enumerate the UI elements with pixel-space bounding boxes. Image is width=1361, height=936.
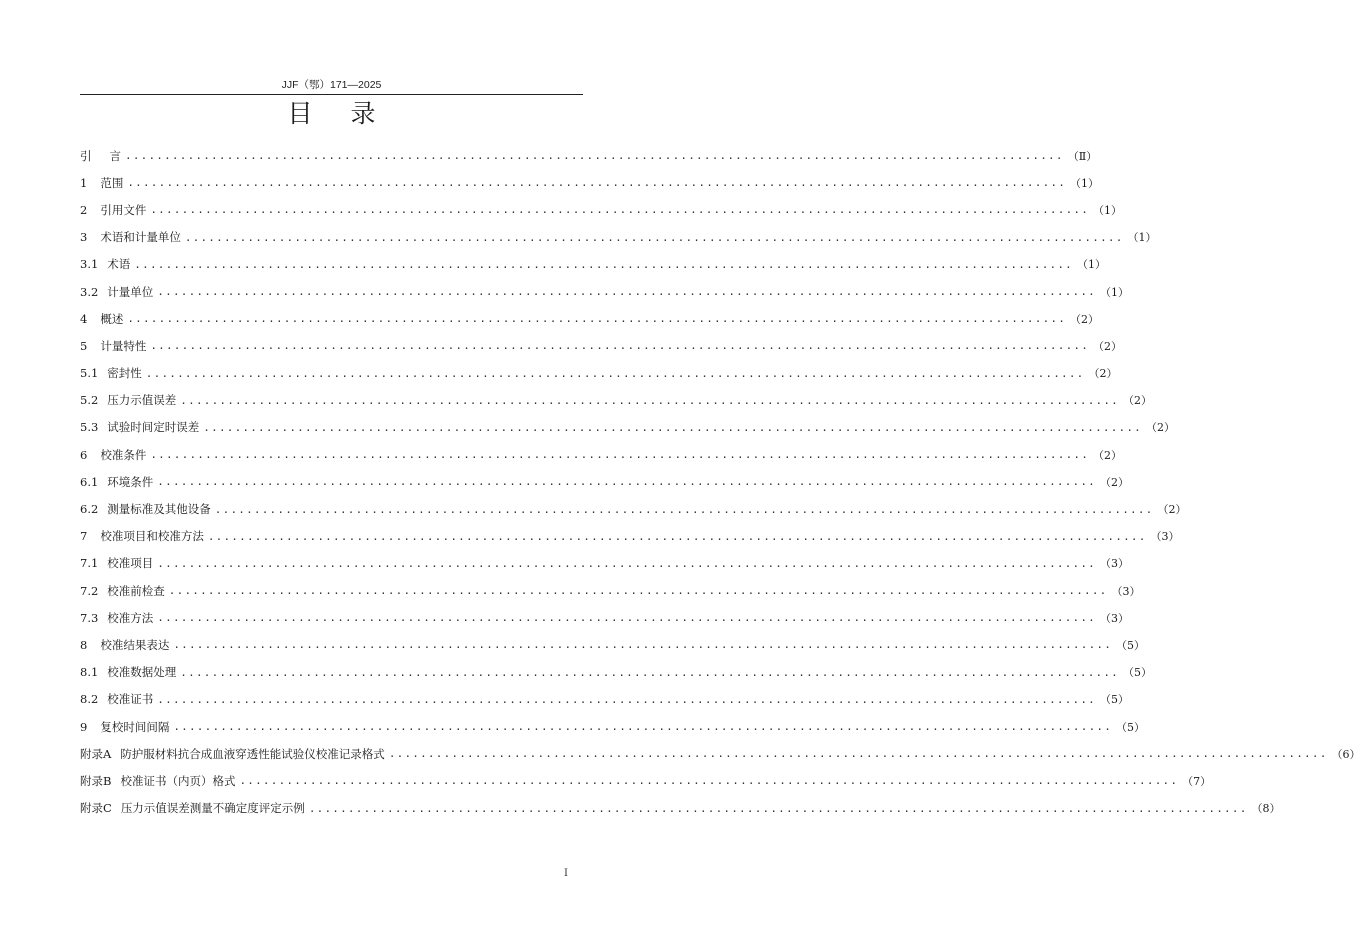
toc-entry-title: 校准证书（内页）格式 (120, 773, 236, 788)
toc-entry-label (80, 501, 211, 517)
toc-leader-dots: ........................................................................................................................ (150, 339, 1090, 353)
toc-leader-dots: ........................................................................................................................ (145, 366, 1085, 380)
toc-entry-number: 3 (80, 230, 88, 245)
toc-entry-page: （7） (1182, 774, 1212, 788)
toc-entry-page: （5） (1123, 666, 1153, 680)
toc-entry-title: 校准结果表达 (100, 637, 170, 652)
toc-entry-label (80, 719, 169, 735)
toc-leader-dots: ........................................................................................................................ (207, 529, 1147, 543)
toc-entry-title: 压力示值误差 (107, 393, 177, 408)
toc-entry[interactable] (80, 251, 1107, 278)
toc-entry-label (80, 583, 165, 599)
toc-entry-label (80, 528, 204, 544)
toc-entry-title: 引用文件 (100, 202, 147, 217)
toc-entry-title: 校准方法 (107, 610, 154, 625)
toc-leader-dots: ........................................................................................................................ (214, 502, 1154, 516)
toc-entry-page: （3） (1111, 584, 1141, 598)
toc-entry-page: （2） (1093, 448, 1123, 462)
toc-entry-number: 5.2 (80, 393, 99, 408)
toc-leader-dots: ........................................................................................................................ (157, 692, 1097, 706)
toc-leader-dots: ........................................................................................................................ (173, 638, 1113, 652)
toc-entry-number: 6 (80, 447, 88, 462)
toc-leader-dots: ........................................................................................................................ (388, 747, 1328, 761)
toc-entry-page: （2） (1088, 367, 1118, 381)
toc-leader-dots: ........................................................................................................................ (180, 393, 1120, 407)
toc-entry[interactable] (80, 659, 1153, 686)
toc-leader-dots: ........................................................................................................................ (239, 774, 1179, 788)
toc-entry-number: 7.1 (80, 556, 99, 571)
toc-entry-number: 附录C (80, 801, 112, 816)
toc-leader-dots: ........................................................................................................................ (180, 665, 1120, 679)
toc-leader-dots: ........................................................................................................................ (157, 285, 1097, 299)
page-number: I (564, 868, 568, 879)
toc-entry-label (80, 365, 142, 381)
toc-entry-number: 7.2 (80, 583, 99, 598)
toc-entry[interactable] (80, 169, 1100, 196)
toc-entry-number: 5.1 (80, 366, 99, 381)
toc-entry-number: 7 (80, 529, 88, 544)
toc-entry[interactable] (80, 713, 1146, 740)
toc-entry-title: 校准数据处理 (107, 665, 177, 680)
document-code-header: JJF（鄂）171—2025 (281, 79, 382, 91)
toc-entry-title: 校准前检查 (107, 583, 165, 598)
toc-entry-page: （8） (1251, 802, 1281, 816)
toc-entry-page: （2） (1070, 312, 1100, 326)
toc-entry-label (80, 392, 176, 408)
page-title: 目录 (287, 99, 414, 128)
toc-entry-page: （1） (1077, 258, 1107, 272)
toc-entry-number: 8.2 (80, 692, 99, 707)
toc-entry-page: （1） (1070, 176, 1100, 190)
toc-entry-page: （1） (1093, 203, 1123, 217)
toc-entry-title: 概述 (100, 311, 124, 326)
toc-entry-number: 7.3 (80, 610, 99, 625)
header-rule (80, 94, 583, 95)
toc-entry[interactable] (80, 305, 1100, 332)
toc-entry-label (80, 637, 169, 653)
toc-entry-page: （2） (1146, 421, 1176, 435)
toc-entry-number: 8 (80, 637, 88, 652)
toc-entry-label (80, 664, 176, 680)
toc-entry[interactable] (80, 740, 1361, 767)
toc-entry[interactable] (80, 332, 1123, 359)
table-of-contents (80, 142, 1361, 822)
toc-entry-title: 压力示值误差测量不确定度评定示例 (120, 801, 305, 816)
toc-entry-number: 3.2 (80, 284, 99, 299)
toc-entry[interactable] (80, 360, 1118, 387)
toc-entry-title: 计量特性 (100, 338, 147, 353)
toc-leader-dots: ........................................................................................................................ (157, 556, 1097, 570)
toc-entry-page: （2） (1157, 503, 1187, 517)
toc-entry-label (80, 610, 153, 626)
toc-entry-number: 3.1 (80, 257, 99, 272)
toc-entry[interactable] (80, 686, 1130, 713)
toc-entry-page: （5） (1100, 693, 1130, 707)
toc-entry-title: 术语 (107, 257, 131, 272)
toc-entry[interactable] (80, 550, 1130, 577)
toc-entry-title: 防护服材料抗合成血液穿透性能试验仪校准记录格式 (120, 746, 385, 761)
toc-entry-number: 5 (80, 338, 88, 353)
toc-entry-number: 附录A (80, 746, 112, 761)
toc-entry[interactable] (80, 414, 1176, 441)
toc-entry-title: 术语和计量单位 (100, 230, 181, 245)
toc-entry-title: 环境条件 (107, 474, 154, 489)
toc-entry-page: （Ⅱ） (1067, 149, 1098, 163)
toc-leader-dots: ........................................................................................................................ (127, 312, 1067, 326)
toc-entry-page: （3） (1150, 530, 1180, 544)
toc-entry-label (80, 800, 305, 816)
toc-entry-page: （2） (1093, 339, 1123, 353)
toc-entry-number: 4 (80, 311, 88, 326)
toc-entry-label (80, 311, 123, 327)
toc-entry[interactable] (80, 468, 1130, 495)
toc-entry-title: 言 (109, 148, 121, 163)
toc-leader-dots: ........................................................................................................................ (157, 475, 1097, 489)
toc-entry-number: 引 (80, 148, 92, 163)
toc-entry-label (80, 773, 235, 789)
toc-entry-label (80, 175, 123, 191)
toc-leader-dots: ........................................................................................................................ (134, 257, 1074, 271)
toc-entry-page: （2） (1100, 475, 1130, 489)
toc-leader-dots: ........................................................................................................................ (203, 420, 1143, 434)
toc-entry-page: （1） (1127, 231, 1157, 245)
toc-entry[interactable] (80, 523, 1180, 550)
toc-entry-title: 校准项目和校准方法 (100, 529, 204, 544)
toc-entry-label (80, 691, 153, 707)
toc-entry[interactable] (80, 767, 1212, 794)
toc-entry-title: 复校时间间隔 (100, 719, 170, 734)
toc-entry-number: 8.1 (80, 665, 99, 680)
toc-entry-label (80, 746, 385, 762)
toc-entry-number: 2 (80, 202, 88, 217)
toc-entry-label (80, 148, 121, 164)
toc-entry-label (80, 229, 181, 245)
toc-entry-title: 试验时间定时误差 (107, 420, 200, 435)
toc-entry-title: 校准条件 (100, 447, 147, 462)
toc-entry-page: （1） (1100, 285, 1130, 299)
toc-entry[interactable] (80, 795, 1281, 822)
toc-entry-title: 密封性 (107, 366, 142, 381)
toc-entry[interactable] (80, 224, 1157, 251)
toc-entry-title: 测量标准及其他设备 (107, 502, 211, 517)
toc-entry-label (80, 338, 146, 354)
toc-entry-page: （5） (1116, 638, 1146, 652)
toc-entry-page: （2） (1123, 394, 1153, 408)
toc-leader-dots: ........................................................................................................................ (168, 584, 1108, 598)
toc-entry-number: 5.3 (80, 420, 99, 435)
toc-leader-dots: ........................................................................................................................ (308, 801, 1248, 815)
toc-entry-page: （3） (1100, 557, 1130, 571)
toc-leader-dots: ........................................................................................................................ (150, 203, 1090, 217)
toc-entry[interactable] (80, 604, 1130, 631)
toc-entry-label (80, 256, 130, 272)
toc-entry[interactable] (80, 631, 1146, 658)
toc-entry-page: （6） (1331, 747, 1361, 761)
toc-leader-dots: ........................................................................................................................ (150, 448, 1090, 462)
toc-leader-dots: ........................................................................................................................ (184, 230, 1124, 244)
toc-entry-title: 计量单位 (107, 284, 154, 299)
toc-entry[interactable] (80, 495, 1187, 522)
toc-entry-page: （5） (1116, 720, 1146, 734)
toc-entry-label (80, 284, 153, 300)
toc-leader-dots: ........................................................................................................................ (125, 149, 1064, 163)
toc-entry-page: （3） (1100, 611, 1130, 625)
toc-leader-dots: ........................................................................................................................ (127, 176, 1067, 190)
toc-entry-number: 6.2 (80, 502, 99, 517)
toc-entry-title: 校准项目 (107, 556, 154, 571)
toc-entry[interactable] (80, 441, 1123, 468)
toc-entry[interactable] (80, 577, 1141, 604)
toc-entry[interactable] (80, 196, 1123, 223)
toc-entry-title: 校准证书 (107, 692, 154, 707)
toc-leader-dots: ........................................................................................................................ (157, 611, 1097, 625)
toc-entry-label (80, 419, 199, 435)
toc-entry-number: 6.1 (80, 474, 99, 489)
toc-entry-label (80, 474, 153, 490)
toc-entry[interactable] (80, 278, 1130, 305)
toc-entry-number: 1 (80, 175, 88, 190)
toc-entry-title: 范围 (100, 175, 124, 190)
toc-entry-label (80, 202, 146, 218)
toc-entry[interactable] (80, 142, 1098, 169)
toc-entry-label (80, 555, 153, 571)
toc-entry-number: 附录B (80, 773, 112, 788)
toc-entry[interactable] (80, 387, 1153, 414)
toc-entry-number: 9 (80, 719, 88, 734)
toc-leader-dots: ........................................................................................................................ (173, 720, 1113, 734)
toc-entry-label (80, 447, 146, 463)
